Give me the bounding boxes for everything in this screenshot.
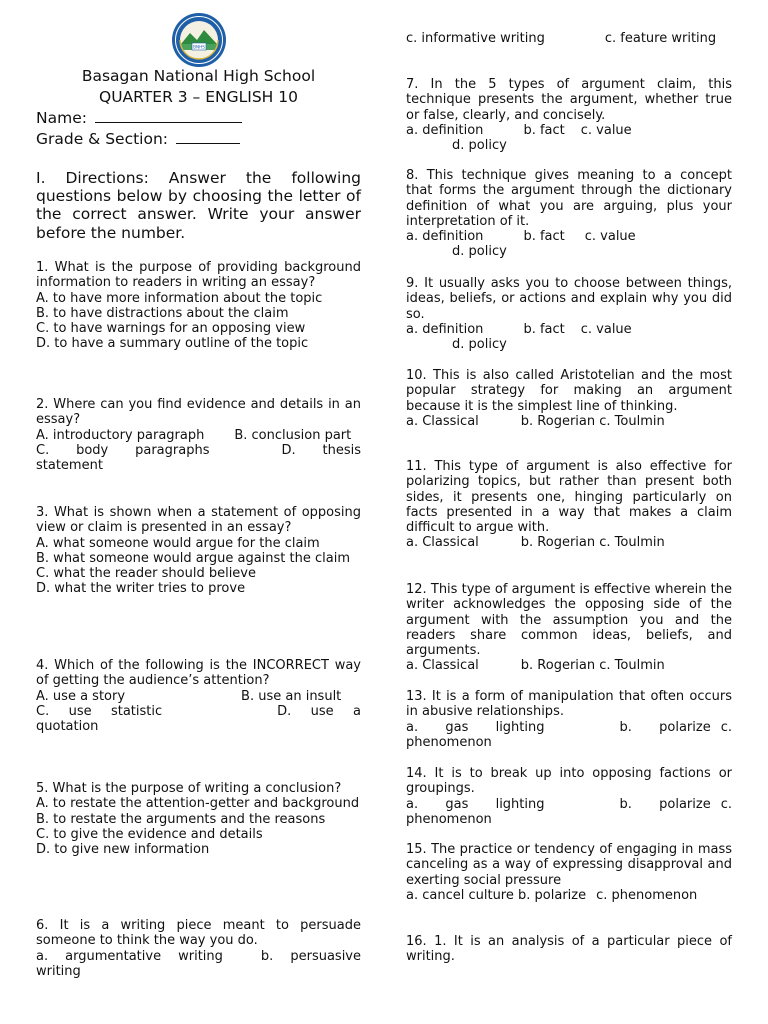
choice-c: C. body paragraphs (36, 442, 210, 458)
question-stem: 14. It is to break up into opposing factions or groupings. (406, 766, 732, 797)
choice-b: b. fact (523, 321, 565, 337)
name-field[interactable] (36, 108, 242, 129)
choice-a: a. Classical (406, 535, 479, 551)
choice-a: a. Classical (406, 413, 479, 429)
choice-d: D. use a quotation (36, 703, 361, 735)
choice-d: D. to give new information (36, 842, 210, 858)
choice-b: b. fact (523, 229, 565, 245)
choice-d: D. to have a summary outline of the topic (36, 336, 309, 352)
choice-c: c. Toulmin (599, 658, 665, 674)
question-stem: 9. It usually asks you to choose between things, ideas, beliefs, or actions and explain why you did so. (406, 276, 732, 322)
question-3 (36, 505, 361, 597)
question-stem: 8. This technique gives meaning to a concept that forms the argument through the dictionary definition of what you are arguing, plus your interpretation of it. (406, 168, 732, 229)
question-stem: 1. What is the purpose of providing background information to readers in writing an essay? (36, 260, 361, 291)
question-14 (406, 766, 732, 827)
choice-c: c. informative writing (406, 31, 545, 46)
choice-b: B. conclusion part (234, 427, 352, 443)
question-stem: 7. In the 5 types of argument claim, this technique presents the argument, whether true or false, clearly, and concisely. (406, 77, 732, 123)
question-10 (406, 368, 732, 429)
choice-a: A. to restate the attention-getter and background (36, 796, 360, 812)
choice-c: C. to have warnings for an opposing view (36, 321, 306, 337)
school-header (36, 66, 361, 108)
choice-a: A. introductory paragraph (36, 427, 205, 443)
question-stem: 15. The practice or tendency of engaging in mass canceling as a way of expressing disapproval and exerting social pressure (406, 842, 732, 888)
choice-b: b. polarize (619, 719, 711, 735)
choice-a: a. argumentative writing (36, 948, 223, 964)
choice-a: a. cancel culture (406, 887, 514, 903)
choice-c: c. value (584, 229, 636, 245)
choice-c: c. phenomenon (406, 719, 732, 750)
choice-c: c. Toulmin (599, 535, 665, 551)
question-stem: 3. What is shown when a statement of opposing view or claim is presented in an essay? (36, 505, 361, 536)
question-13 (406, 689, 732, 750)
question-8 (406, 168, 732, 260)
choice-a: a. gas lighting (406, 796, 545, 812)
question-6-continued (406, 31, 732, 46)
question-5 (36, 781, 361, 857)
choice-a: A. to have more information about the topic (36, 290, 323, 306)
question-7 (406, 77, 732, 153)
quarter-title: QUARTER 3 – ENGLISH 10 (99, 88, 298, 106)
choice-b: B. to restate the arguments and the reasons (36, 811, 326, 827)
question-4 (36, 658, 361, 734)
choice-a: a. definition (406, 321, 484, 337)
choice-d: c. feature writing (604, 31, 717, 46)
choice-b: b. Rogerian (520, 413, 596, 429)
question-stem: 10. This is also called Aristotelian and the most popular strategy for making an argument because it is the simplest line of thinking. (406, 368, 732, 414)
grade-section-field[interactable] (36, 129, 240, 150)
question-stem: 5. What is the purpose of writing a conclusion? (36, 781, 342, 796)
directions: I. Directions: Answer the following questions below by choosing the letter of the correct answer. Write your answer before the number. (36, 169, 361, 242)
question-stem: 16. 1. It is an analysis of a particular piece of writing. (406, 934, 732, 965)
choice-b: B. use an insult (241, 688, 342, 704)
choice-a: a. definition (406, 229, 484, 245)
choice-c: C. to give the evidence and details (36, 826, 263, 842)
choice-d: D. what the writer tries to prove (36, 581, 246, 597)
question-11 (406, 459, 732, 551)
choice-c: C. use statistic (36, 703, 163, 719)
question-stem: 12. This type of argument is effective wherein the writer acknowledges the opposing side of the argument with the assumption you and the readers share common ideas, beliefs, and arguments. (406, 582, 732, 659)
name-label: Name: (36, 109, 87, 127)
choice-c: c. phenomenon (596, 887, 698, 903)
question-15 (406, 842, 732, 903)
choice-d: d. policy (452, 337, 507, 353)
question-stem: 13. It is a form of manipulation that often occurs in abusive relationships. (406, 689, 732, 720)
choice-b: b. fact (523, 122, 565, 138)
school-name: Basagan National High School (81, 67, 316, 85)
choice-b: b. Rogerian (520, 658, 596, 674)
question-stem: 11. This type of argument is also effective for polarizing topics, but rather than present both sides, it presents one, hinging particularly on facts presented in a way that makes a claim difficult to argue with. (406, 459, 732, 536)
choice-b: b. persuasive writing (36, 948, 361, 979)
choice-a: A. use a story (36, 688, 126, 704)
choice-d: D. thesis statement (36, 442, 361, 474)
name-blank[interactable] (95, 108, 242, 123)
svg-text:BNHS: BNHS (193, 44, 205, 50)
choice-a: a. Classical (406, 658, 479, 674)
school-seal-logo (171, 12, 227, 68)
choice-b: b. Rogerian (520, 535, 596, 551)
choice-a: A. what someone would argue for the claim (36, 535, 320, 551)
choice-c: c. value (580, 122, 632, 138)
question-9 (406, 276, 732, 352)
question-16 (406, 934, 732, 965)
choice-b: b. polarize (619, 796, 711, 812)
choice-c: c. phenomenon (406, 796, 732, 827)
choice-b: B. what someone would argue against the claim (36, 550, 350, 566)
choice-a: a. gas lighting (406, 719, 545, 735)
choice-a: a. definition (406, 122, 484, 138)
grade-section-blank[interactable] (176, 129, 240, 144)
choice-d: d. policy (452, 244, 507, 260)
choice-c: c. value (580, 321, 632, 337)
question-6 (36, 918, 361, 979)
question-2 (36, 397, 361, 473)
question-stem: 6. It is a writing piece meant to persuade someone to think the way you do. (36, 918, 361, 949)
question-stem: 2. Where can you find evidence and details in an essay? (36, 397, 361, 428)
grade-section-label: Grade & Section: (36, 130, 169, 148)
choice-b: B. to have distractions about the claim (36, 305, 289, 321)
choice-d: d. policy (452, 138, 507, 154)
question-12 (406, 582, 732, 674)
choice-c: C. what the reader should believe (36, 566, 256, 582)
choice-b: b. polarize (518, 887, 587, 903)
choice-c: c. Toulmin (599, 413, 665, 429)
question-1 (36, 260, 361, 352)
question-stem: 4. Which of the following is the INCORRECT way of getting the audience’s attention? (36, 658, 361, 689)
